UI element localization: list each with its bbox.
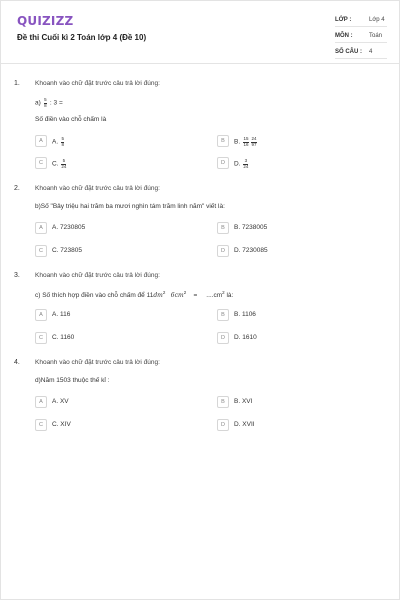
question-number: 3. xyxy=(14,272,20,279)
option-letter-box[interactable]: D xyxy=(217,245,229,257)
question-instruction: Khoanh vào chữ đặt trước câu trả lời đúng: xyxy=(35,359,160,366)
option-text: A. XV xyxy=(52,398,69,405)
question-number: 2. xyxy=(14,185,20,192)
option-letter-box[interactable]: B xyxy=(217,222,229,234)
meta-label: MÔN : xyxy=(335,33,353,39)
meta-row-subject xyxy=(335,30,387,43)
question-number: 1. xyxy=(14,80,20,87)
option-text: B. 1106 xyxy=(234,311,256,318)
option-text: A. $\frac{5}{8}$ xyxy=(52,136,64,147)
option-text: A. 7230805 xyxy=(52,224,86,231)
question-number: 4. xyxy=(14,359,20,366)
fraction: $\frac{3}{24}$ xyxy=(243,158,249,169)
option-letter-box[interactable]: C xyxy=(35,419,47,431)
fraction: $\frac{5}{24}$ xyxy=(61,158,67,169)
option-letter-box[interactable]: A xyxy=(35,309,47,321)
question-text: b)Số "Bảy triệu hai trăm ba mươi nghìn tám trăm linh năm" viết là: xyxy=(35,203,225,210)
fraction: $\frac{5}{8}$ xyxy=(44,97,47,108)
option-text: D. XVII xyxy=(234,421,255,428)
option-text: D. $\frac{3}{24}$ xyxy=(234,158,249,169)
option-letter-box[interactable]: B xyxy=(217,309,229,321)
option-text: C. XIV xyxy=(52,421,71,428)
fraction: $\frac{15}{16}$ xyxy=(243,136,249,147)
meta-label: LỚP : xyxy=(335,17,352,23)
page-title: Đề thi Cuối kì 2 Toán lớp 4 (Đề 10) xyxy=(17,33,147,42)
option-text: B. 7238005 xyxy=(234,224,268,231)
meta-value: Toán xyxy=(369,33,383,39)
option-letter-box[interactable]: D xyxy=(217,157,229,169)
option-text: D. 1610 xyxy=(234,334,257,341)
option-letter-box[interactable]: B xyxy=(217,396,229,408)
meta-value: 4 xyxy=(369,49,373,55)
fraction: $\frac{5}{8}$ xyxy=(61,136,64,147)
option-text: A. 116 xyxy=(52,311,71,318)
option-text: B. $\frac{15}{16}$ $\frac{24}{97}$ xyxy=(234,136,257,147)
option-text: C. $\frac{5}{24}$ xyxy=(52,158,67,169)
quizizz-logo: QUIZIZZ xyxy=(17,14,74,28)
option-letter-box[interactable]: A xyxy=(35,135,47,147)
question-subtext: Số điền vào chỗ chấm là xyxy=(35,116,107,123)
option-letter-box[interactable]: A xyxy=(35,222,47,234)
question-instruction: Khoanh vào chữ đặt trước câu trả lời đúng: xyxy=(35,272,160,279)
question-text: d)Năm 1503 thuộc thế kỉ : xyxy=(35,377,110,384)
question-text: c) Số thích hợp điền vào chỗ chấm để $11dm^2$ $6cm^2$ = $....cm^2$ là: xyxy=(35,290,234,300)
option-text: C. 723805 xyxy=(52,247,82,254)
option-letter-box[interactable]: A xyxy=(35,396,47,408)
option-text: D. 7230085 xyxy=(234,247,268,254)
option-letter-box[interactable]: C xyxy=(35,157,47,169)
option-letter-box[interactable]: D xyxy=(217,419,229,431)
meta-value: Lớp 4 xyxy=(369,17,385,23)
header-divider xyxy=(1,63,399,64)
option-text: B. XVI xyxy=(234,398,253,405)
meta-row-grade xyxy=(335,14,387,27)
option-letter-box[interactable]: C xyxy=(35,245,47,257)
meta-label: SỐ CÂU : xyxy=(335,49,362,55)
question-text-prefix: a) xyxy=(35,99,41,107)
question-text-suffix: : 3 = xyxy=(49,99,63,107)
option-letter-box[interactable]: B xyxy=(217,135,229,147)
meta-row-count xyxy=(335,46,387,59)
option-letter-box[interactable]: D xyxy=(217,332,229,344)
worksheet-meta xyxy=(335,14,387,62)
question-instruction: Khoanh vào chữ đặt trước câu trả lời đúng: xyxy=(35,185,160,192)
question-text xyxy=(35,98,63,108)
option-letter-box[interactable]: C xyxy=(35,332,47,344)
question-instruction: Khoanh vào chữ đặt trước câu trả lời đúng: xyxy=(35,80,160,87)
fraction: $\frac{24}{97}$ xyxy=(251,136,257,147)
option-text: C. 1160 xyxy=(52,334,75,341)
